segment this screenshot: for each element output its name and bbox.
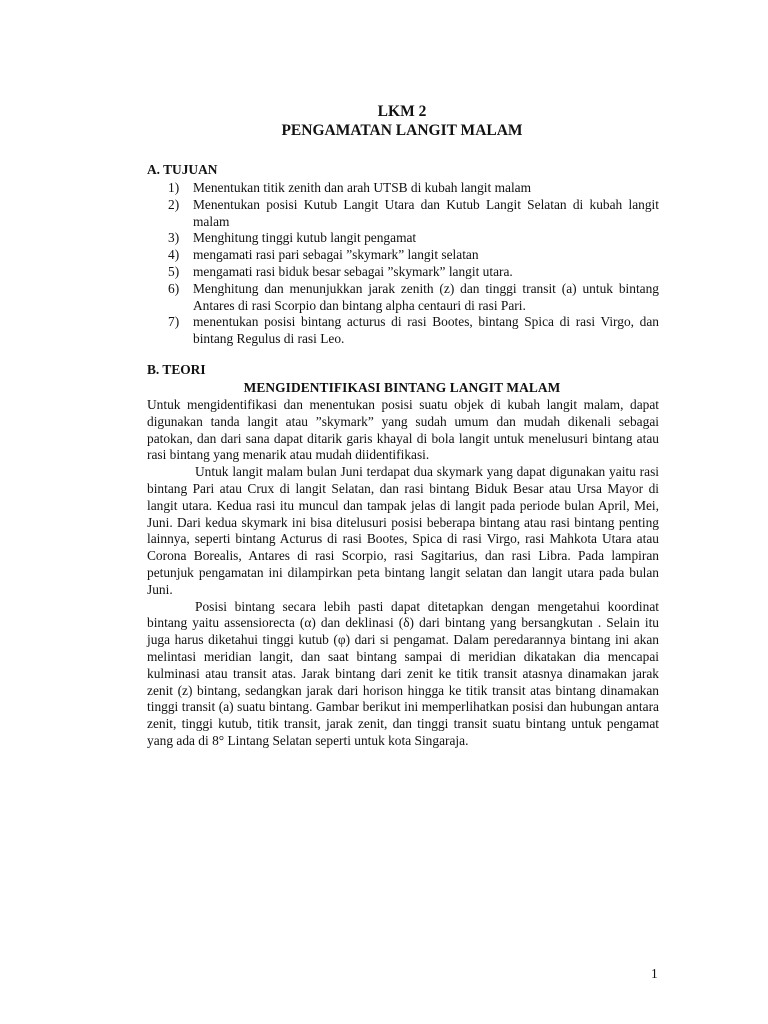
section-b-heading: B. TEORI bbox=[147, 362, 206, 377]
list-item-number: 3) bbox=[168, 230, 180, 246]
list-item-text: Menentukan posisi Kutub Langit Utara dan Kutub Langit Selatan di kubah langit malam bbox=[193, 196, 659, 229]
list-item-number: 1) bbox=[168, 180, 180, 195]
list-item-text: menentukan posisi bintang acturus di rasi Bootes, bintang Spica di rasi Virgo, dan bintang Regulus di rasi Leo. bbox=[193, 314, 659, 347]
section-b-subheading: MENGIDENTIFIKASI BINTANG LANGIT MALAM bbox=[243, 380, 561, 395]
objectives-list bbox=[147, 180, 659, 348]
list-item bbox=[147, 281, 659, 315]
list-item bbox=[147, 180, 659, 197]
page-number: 1 bbox=[651, 966, 658, 981]
list-item-text: Menentukan titik zenith dan arah UTSB di kubah langit malam bbox=[193, 180, 532, 195]
list-item bbox=[147, 230, 659, 247]
list-item-text: mengamati rasi pari sebagai ”skymark” langit selatan bbox=[193, 247, 479, 263]
list-item-number: 6) bbox=[168, 280, 180, 296]
list-item-text: mengamati rasi biduk besar sebagai ”skymark” langit utara. bbox=[193, 263, 513, 279]
list-item-text: Menghitung dan menunjukkan jarak zenith (z) dan tinggi transit (a) untuk bintang Antares di rasi Scorpio dan bintang alpha centauri di rasi Pari. bbox=[193, 280, 659, 313]
list-item-text: Menghitung tinggi kutub langit pengamat bbox=[193, 230, 417, 246]
paragraph: Posisi bintang secara lebih pasti dapat ditetapkan dengan mengetahui koordinat bintang yaitu assensiorecta (α) dan deklinasi (δ) dari bintang yang bersangkutan . Selain itu juga harus diketahui tinggi kutub (φ) dari si pengamat. Dalam peredarannya bintang ini akan melintasi meridian langit, dan saat bintang sampai di meridian dikatakan dia mencapai kulminasi atau transit atas. Jarak bintang dari zenit ke titik transit atasnya dinamakan jarak zenit (z) bintang, sedangkan jarak dari horison hingga ke titik transit atas bintang dinamakan tinggi transit (a) suatu bintang. Gambar berikut ini memperlihatkan posisi dan hubungan antara zenit, tinggi kutub, titik transit, jarak zenit, dan tinggi transit suatu bintang untuk pengamat yang ada di 8° Lintang Selatan seperti untuk kota Singaraja. bbox=[147, 598, 659, 748]
list-item bbox=[147, 314, 659, 348]
theory-body bbox=[147, 397, 659, 750]
paragraph: Untuk mengidentifikasi dan menentukan posisi suatu objek di kubah langit malam, dapat digunakan tanda langit atau ”skymark” yang sudah umum dan mudah dikenali sebagai patokan, dan dari sana dapat ditarik garis khayal di bola langit untuk menelusuri bintang atau rasi bintang yang menarik atau mudah diidentifikasi. bbox=[147, 397, 659, 463]
document-title: LKM 2 bbox=[377, 103, 427, 120]
paragraph: Untuk langit malam bulan Juni terdapat dua skymark yang dapat digunakan yaitu rasi bintang Pari atau Crux di langit Selatan, dan rasi bintang Biduk Besar atau Ursa Mayor di langit utara. Kedua rasi itu muncul dan tampak jelas di langit pada periode bulan April, Mei, Juni. Dari kedua skymark ini bisa ditelusuri posisi beberapa bintang atau rasi bintang penting lainnya, seperti bintang Acturus di rasi Bootes, Spica di rasi Virgo, rasi Mahkota Utara atau Corona Borealis, Antares di rasi Scorpio, rasi Sagitarius, dan rasi Libra. Pada lampiran petunjuk pengamatan ini dilampirkan peta bintang langit selatan dan langit utara pada bulan Juni. bbox=[147, 464, 659, 597]
document-subtitle: PENGAMATAN LANGIT MALAM bbox=[281, 122, 523, 139]
list-item bbox=[147, 197, 659, 231]
list-item-number: 4) bbox=[168, 247, 180, 263]
section-a-heading: A. TUJUAN bbox=[147, 162, 218, 177]
list-item-number: 5) bbox=[168, 263, 180, 279]
list-item-number: 2) bbox=[168, 196, 180, 212]
list-item bbox=[147, 247, 659, 264]
list-item bbox=[147, 264, 659, 281]
list-item-number: 7) bbox=[168, 314, 180, 330]
